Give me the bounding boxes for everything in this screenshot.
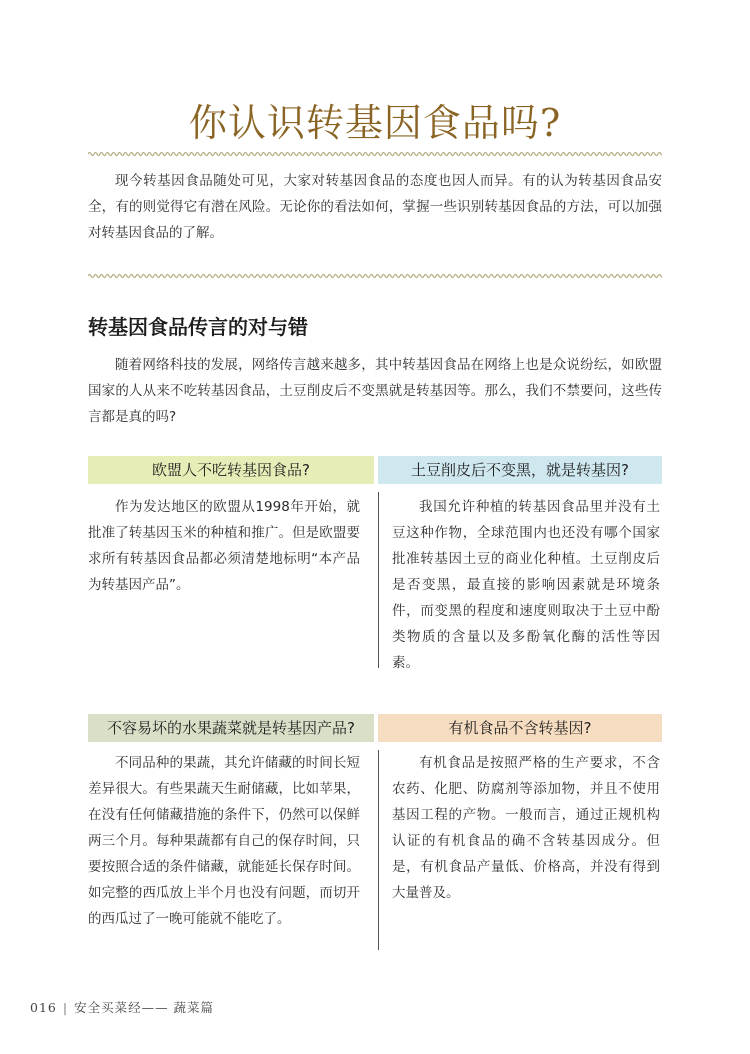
question-eu-gmo: 欧盟人不吃转基因食品? [88,456,374,484]
section-title: 转基因食品传言的对与错 [88,315,308,339]
question-fresh-produce: 不容易坏的水果蔬菜就是转基因产品? [88,714,374,742]
footer-separator: | [62,1000,69,1015]
wavy-divider-top [88,150,662,158]
page-footer [30,998,214,1016]
question-organic-food: 有机食品不含转基因? [378,714,662,742]
page-title: 你认识转基因食品吗? [188,101,562,145]
answer-eu-gmo: 作为发达地区的欧盟从1998年开始，就批准了转基因玉米的种植和推广。但是欧盟要求所有转基因食品都必须清楚地标明“本产品为转基因产品”。 [88,499,360,593]
question-potato-peel: 土豆削皮后不变黑，就是转基因? [378,456,662,484]
answer-fresh-produce: 不同品种的果蔬，其允许储藏的时间长短差异很大。有些果蔬天生耐储藏，比如苹果，在没有任何储藏措施的条件下，仍然可以保鲜两三个月。每种果蔬都有自己的保存时间，只要按照合适的条件储藏，就能延长保存时间。如完整的西瓜放上半个月也没有问题，而切开的西瓜过了一晚可能就不能吃了。 [88,755,360,927]
page-number: 016 [30,1000,57,1015]
column-divider [378,750,379,950]
intro-paragraph: 现今转基因食品随处可见，大家对转基因食品的态度也因人而异。有的认为转基因食品安全，有的则觉得它有潜在风险。无论你的看法如何，掌握一些识别转基因食品的方法，可以加强对转基因食品的了解。 [88,173,662,241]
book-title: 安全买菜经—— 蔬菜篇 [74,1000,215,1015]
answer-organic-food: 有机食品是按照严格的生产要求，不含农药、化肥、防腐剂等添加物，并且不使用基因工程的产物。一般而言，通过正规机构认证的有机食品的确不含转基因成分。但是，有机食品产量低、价格高，并没有得到大量普及。 [392,755,660,901]
wavy-divider-bottom [88,272,662,280]
section-paragraph: 随着网络科技的发展，网络传言越来越多，其中转基因食品在网络上也是众说纷纭，如欧盟国家的人从来不吃转基因食品，土豆削皮后不变黑就是转基因等。那么，我们不禁要问，这些传言都是真的吗? [88,357,662,425]
answer-potato-peel: 我国允许种植的转基因食品里并没有土豆这种作物，全球范围内也还没有哪个国家批准转基因土豆的商业化种植。土豆削皮后是否变黑，最直接的影响因素就是环境条件，而变黑的程度和速度则取决于土豆中酚类物质的含量以及多酚氧化酶的活性等因素。 [392,499,660,671]
column-divider [378,492,379,668]
